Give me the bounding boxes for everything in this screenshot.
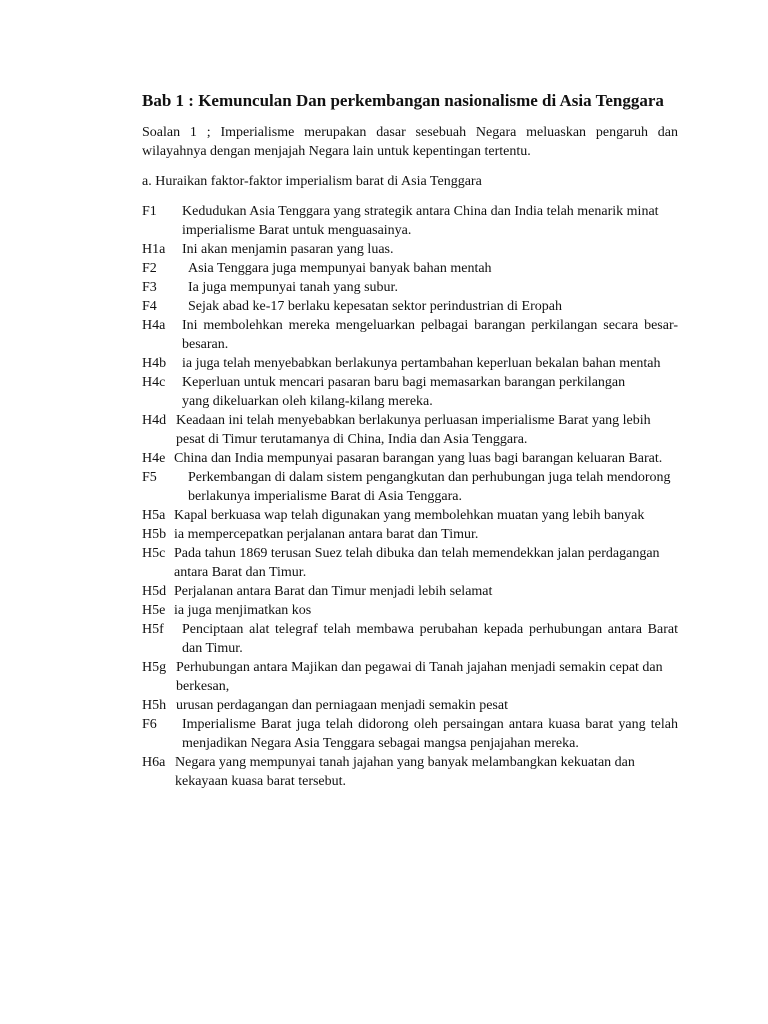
list-item — [142, 297, 678, 316]
list-item — [142, 658, 678, 696]
point-code: F5 — [142, 470, 157, 485]
point-text: Keadaan ini telah menyebabkan berlakunya perluasan imperialisme Barat yang lebih pesat di Timur terutamanya di China, India dan Asia Tenggara. — [176, 413, 651, 447]
list-item — [142, 601, 678, 620]
point-code: H5c — [142, 546, 166, 561]
point-code: F6 — [142, 717, 157, 732]
list-item — [142, 525, 678, 544]
point-text-continued: yang dikeluarkan oleh kilang-kilang mereka. — [182, 394, 433, 409]
point-text: Ini akan menjamin pasaran yang luas. — [182, 242, 394, 257]
point-code: H4a — [142, 318, 166, 333]
point-text: Asia Tenggara juga mempunyai banyak bahan mentah — [188, 261, 492, 276]
list-item — [142, 354, 678, 373]
point-code: H4e — [142, 451, 166, 466]
point-code: F1 — [142, 204, 157, 219]
list-item — [142, 449, 678, 468]
question-a: a. Huraikan faktor-faktor imperialism barat di Asia Tenggara — [142, 174, 482, 189]
point-code: H1a — [142, 242, 166, 257]
list-item — [142, 696, 678, 715]
point-text: Pada tahun 1869 terusan Suez telah dibuka dan telah memendekkan jalan perdagangan antara Barat dan Timur. — [174, 546, 660, 580]
point-text: Negara yang mempunyai tanah jajahan yang banyak melambangkan kekuatan dan kekayaan kuasa barat tersebut. — [175, 755, 635, 789]
point-text: Ini membolehkan mereka mengeluarkan pelbagai barangan perkilangan secara besar- besaran. — [182, 318, 678, 352]
point-code: H5e — [142, 603, 166, 618]
point-code: H5h — [142, 698, 167, 713]
list-item — [142, 753, 678, 791]
point-code: H5a — [142, 508, 166, 523]
point-text: ia juga menjimatkan kos — [174, 603, 312, 618]
list-item — [142, 468, 678, 506]
point-text: China dan India mempunyai pasaran barangan yang luas bagi barangan keluaran Barat. — [174, 451, 663, 466]
list-item — [142, 259, 678, 278]
point-text: Kedudukan Asia Tenggara yang strategik antara China dan India telah menarik minat imperialisme Barat untuk menguasainya. — [182, 204, 659, 238]
point-text: Ia juga mempunyai tanah yang subur. — [188, 280, 398, 295]
list-item — [142, 506, 678, 525]
list-item — [142, 715, 678, 753]
list-item — [142, 316, 678, 354]
point-code: F2 — [142, 261, 157, 276]
point-code: H5f — [142, 622, 164, 637]
list-item — [142, 544, 678, 582]
list-item — [142, 240, 678, 259]
point-text: ia mempercepatkan perjalanan antara barat dan Timur. — [174, 527, 479, 542]
point-text: Perjalanan antara Barat dan Timur menjadi lebih selamat — [174, 584, 493, 599]
point-text: Penciptaan alat telegraf telah membawa perubahan kepada perhubungan antara Barat dan Timur. — [182, 622, 678, 656]
list-item — [142, 278, 678, 297]
point-code: H4d — [142, 413, 167, 428]
point-code: H6a — [142, 755, 166, 770]
point-text: urusan perdagangan dan perniagaan menjadi semakin pesat — [176, 698, 508, 713]
point-code: F3 — [142, 280, 157, 295]
point-text: Perhubungan antara Majikan dan pegawai di Tanah jajahan menjadi semakin cepat dan berkesan, — [176, 660, 663, 694]
point-text: Imperialisme Barat juga telah didorong oleh persaingan antara kuasa barat yang telah menjadikan Negara Asia Tenggara sebagai mangsa penjajahan mereka. — [182, 717, 678, 751]
point-text: Keperluan untuk mencari pasaran baru bagi memasarkan barangan perkilangan — [182, 375, 626, 390]
list-item — [142, 411, 678, 449]
point-text: Kapal berkuasa wap telah digunakan yang membolehkan muatan yang lebih banyak — [174, 508, 645, 523]
list-item — [142, 620, 678, 658]
point-text: Sejak abad ke-17 berlaku kepesatan sektor perindustrian di Eropah — [188, 299, 562, 314]
list-item — [142, 202, 678, 240]
point-text: Perkembangan di dalam sistem pengangkutan dan perhubungan juga telah mendorong berlakunya imperialisme Barat di Asia Tenggara. — [188, 470, 671, 504]
point-code: H5g — [142, 660, 167, 675]
point-code: H4b — [142, 356, 167, 371]
chapter-title: Bab 1 : Kemunculan Dan perkembangan nasionalisme di Asia Tenggara — [142, 91, 664, 110]
point-code: H5b — [142, 527, 167, 542]
point-code: H5d — [142, 584, 167, 599]
point-code: H4c — [142, 375, 166, 390]
intro-paragraph: Soalan 1 ; Imperialisme merupakan dasar sesebuah Negara meluaskan pengaruh dan wilayahnya dengan menjajah Negara lain untuk kepentingan tertentu. — [142, 125, 678, 159]
list-item — [142, 582, 678, 601]
point-text: ia juga telah menyebabkan berlakunya pertambahan keperluan bekalan bahan mentah — [182, 356, 661, 371]
point-code: F4 — [142, 299, 157, 314]
list-item — [142, 373, 678, 411]
point-list — [142, 202, 678, 791]
